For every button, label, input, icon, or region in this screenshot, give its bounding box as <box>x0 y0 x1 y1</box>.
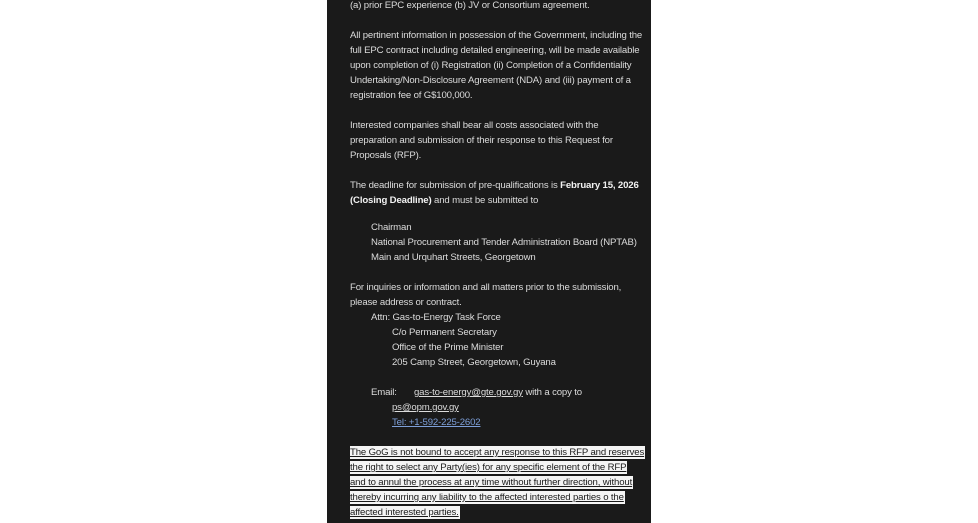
deadline-prefix: The deadline for submission of pre-qualifications is <box>350 180 561 191</box>
attn-address-line: 205 Camp Street, Georgetown, Guyana <box>392 357 556 368</box>
highlighted-text: thereby incurring any liability to the affected interested parties o the <box>350 492 624 503</box>
paragraph-gap <box>350 370 650 385</box>
email-primary-link[interactable]: gas-to-energy@gte.gov.gy <box>414 387 523 398</box>
inquiries-paragraph <box>350 280 650 310</box>
attn-address-line: Office of the Prime Minister <box>392 342 504 353</box>
text-line: For inquiries or information and all matters prior to the submission, <box>350 282 622 293</box>
text-line: Undertaking/Non-Disclosure Agreement (NDA) and (iii) payment of a <box>350 75 631 86</box>
email-line <box>350 385 650 400</box>
information-paragraph <box>350 28 650 103</box>
disclaimer-line <box>350 445 650 460</box>
highlighted-text: The GoG is not bound to accept any response to this RFP and reserves <box>350 447 645 458</box>
text-line: full EPC contract including detailed engineering, will be made available <box>350 45 640 56</box>
address-line: National Procurement and Tender Administration Board (NPTAB) <box>371 237 637 248</box>
disclaimer-line <box>350 490 650 505</box>
text-line: please address or contract. <box>350 297 462 308</box>
highlighted-text: and to annul the process at any time without further direction, without <box>350 477 633 488</box>
paragraph-gap <box>350 13 650 28</box>
text-line: Interested companies shall bear all costs associated with the <box>350 120 599 131</box>
highlighted-text: the right to select any Party(ies) for any specific element of the RFP <box>350 462 627 473</box>
requirements-line: (a) prior EPC experience (b) JV or Consortium agreement. <box>350 0 590 11</box>
disclaimer-line <box>350 505 650 520</box>
deadline-line-1 <box>350 178 650 193</box>
document-panel <box>327 0 651 523</box>
paragraph-gap <box>350 163 650 178</box>
attn-line: Attn: Gas-to-Energy Task Force <box>371 312 501 323</box>
attn-address-line: C/o Permanent Secretary <box>392 327 497 338</box>
paragraph-gap <box>350 103 650 118</box>
email-label: Email: <box>371 387 397 398</box>
text-line: upon completion of (i) Registration (ii) Completion of a Confidentiality <box>350 60 632 71</box>
disclaimer-line <box>350 475 650 490</box>
disclaimer-line <box>350 460 650 475</box>
highlighted-text: affected interested parties. <box>350 507 459 518</box>
paragraph-gap <box>350 430 650 445</box>
closing-deadline-label: (Closing Deadline) <box>350 195 432 206</box>
deadline-date: February 15, 2026 <box>560 180 639 191</box>
paragraph-gap <box>350 265 650 280</box>
email-copy-line <box>350 400 650 415</box>
address-line: Main and Urquhart Streets, Georgetown <box>371 252 536 263</box>
text-line: All pertinent information in possession of the Government, including the <box>350 30 643 41</box>
disclaimer-paragraph <box>350 445 650 520</box>
email-copy-link[interactable]: ps@opm.gov.gy <box>392 402 459 413</box>
phone-line <box>350 415 650 430</box>
contact-block <box>350 385 650 430</box>
address-line: Chairman <box>371 222 412 233</box>
costs-paragraph <box>350 118 650 163</box>
document-body <box>350 0 650 520</box>
text-line: Proposals (RFP). <box>350 150 422 161</box>
text-line: preparation and submission of their response to this Request for <box>350 135 613 146</box>
phone-link[interactable]: Tel: +1-592-225-2602 <box>392 417 481 428</box>
deadline-line-2 <box>350 193 650 208</box>
copy-text: with a copy to <box>522 387 582 398</box>
deadline-paragraph <box>350 178 650 208</box>
deadline-suffix: and must be submitted to <box>431 195 539 206</box>
submission-address <box>350 220 650 265</box>
attn-block <box>350 310 650 370</box>
paragraph-gap <box>350 208 650 220</box>
text-line: registration fee of G$100,000. <box>350 90 473 101</box>
